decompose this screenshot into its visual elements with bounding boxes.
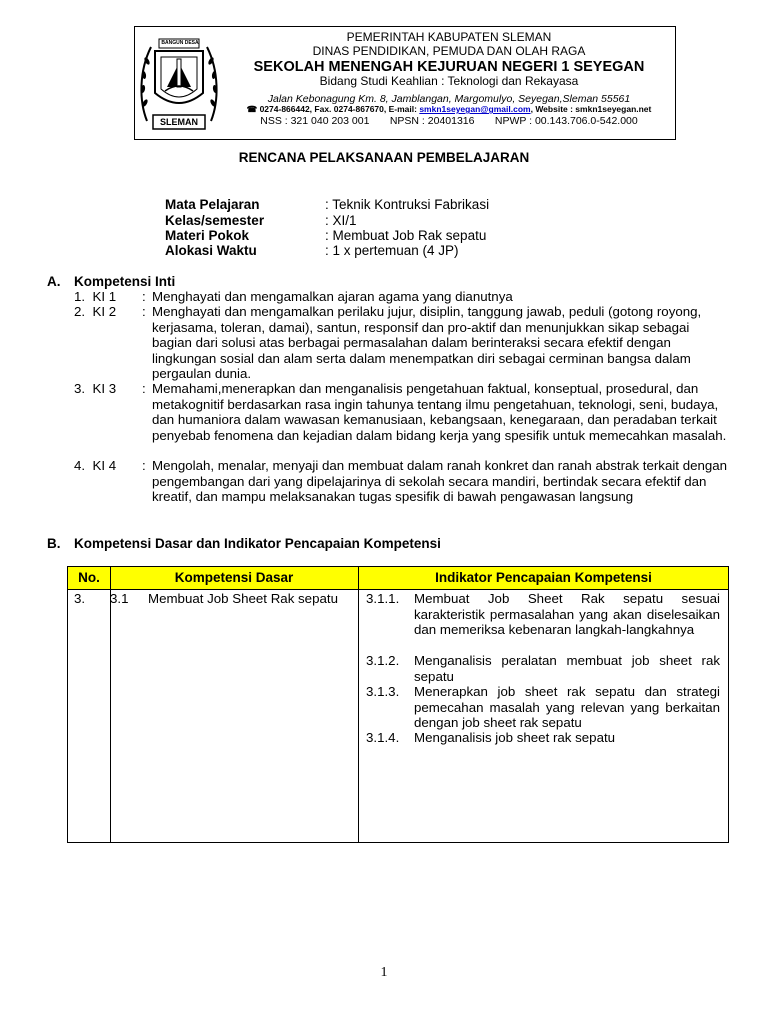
- indicator-text: Menerapkan job sheet rak sepatu dan strategi pemecahan masalah yang relevan yang berkaitan dengan job sheet rak sepatu: [414, 684, 720, 730]
- ki-text: Mengolah, menalar, menyaji dan membuat dalam ranah konkret dan ranah abstrak terkait dengan pengembangan dari yang dipelajarinya di sekolah secara mandiri, bertindak secara efektif dan kreatif, dan mampu melaksanakan tugas spesifik di bawah pengawasan langsung: [152, 458, 728, 504]
- meta-value: : Teknik Kontruksi Fabrikasi: [325, 197, 490, 212]
- meta-label: Mata Pelajaran: [165, 197, 260, 212]
- header-kd: Kompetensi Dasar: [174, 570, 294, 585]
- email-link[interactable]: smkn1seyegan@gmail.com: [419, 104, 531, 115]
- section-title: Kompetensi Inti: [74, 274, 176, 289]
- government-line: PEMERINTAH KABUPATEN SLEMAN: [346, 30, 552, 44]
- contact-suffix: , Website : smkn1seyegan.net: [530, 104, 652, 115]
- ki-number: 2. KI 2: [74, 304, 117, 319]
- indicator-number: 3.1.3.: [366, 684, 400, 699]
- ki-number: 1. KI 1: [74, 289, 117, 304]
- row-number: 3.: [74, 591, 86, 606]
- ki-text: Memahami,menerapkan dan menganalisis pengetahuan faktual, konseptual, prosedural, dan metakognitif berdasarkan rasa ingin tahunya tentang ilmu pengetahuan, teknologi, seni, budaya, dan humaniora dalam wawasan kemanusiaan, kebangsaan, kenegaraan, dan peradaban terkait penyebab fenomena dan kejadian dalam bidang kerja yang spesifik untuk memecahkan masalah.: [152, 381, 727, 443]
- document-title: RENCANA PELAKSANAAN PEMBELAJARAN: [238, 150, 530, 165]
- meta-value: : XI/1: [325, 213, 357, 228]
- column-divider: [110, 567, 111, 842]
- ki-number: 4. KI 4: [74, 458, 117, 473]
- section-letter: A.: [47, 274, 61, 289]
- indicator-number: 3.1.1.: [366, 591, 400, 606]
- ki-number: 3. KI 3: [74, 381, 117, 396]
- meta-label: Alokasi Waktu: [165, 243, 257, 258]
- indicator-text: Menganalisis job sheet rak sepatu: [414, 730, 616, 745]
- header-no: No.: [78, 570, 100, 585]
- letterhead: [134, 26, 676, 140]
- table-header: [68, 567, 728, 590]
- logo-bottom-text: SLEMAN: [160, 117, 198, 127]
- section-letter: B.: [47, 536, 61, 551]
- indicator-text: Membuat Job Sheet Rak sepatu sesuai karakteristik permasalahan yang akan diselesaikan dan memeriksa kebenaran langkah-langkahnya: [414, 591, 720, 637]
- meta-label: Materi Pokok: [165, 228, 250, 243]
- competency-table: [67, 566, 729, 843]
- indicator-number: 3.1.4.: [366, 730, 400, 745]
- section-title: Kompetensi Dasar dan Indikator Pencapaian Kompetensi: [74, 536, 441, 551]
- sleman-logo: [137, 31, 221, 135]
- field-of-study: Bidang Studi Keahlian : Teknologi dan Rekayasa: [319, 74, 579, 89]
- school-ids: NSS : 321 040 203 001 NPSN : 20401316 NPWP : 00.143.706.0-542.000: [260, 114, 638, 127]
- section-a-heading: [47, 274, 175, 289]
- contact-line: [225, 105, 673, 115]
- contact-prefix: ☎ 0274-866442, Fax. 0274-867670, E-mail:: [246, 104, 420, 115]
- address-line: Jalan Kebonagung Km. 8, Jamblangan, Margomulyo, Seyegan,Sleman 55561: [267, 93, 631, 106]
- indicator-text: Menganalisis peralatan membuat job sheet rak sepatu: [414, 653, 720, 684]
- meta-value: : Membuat Job Rak sepatu: [325, 228, 487, 243]
- letterhead-text: [225, 29, 673, 127]
- page-number: 1: [380, 965, 388, 980]
- ki-text: Menghayati dan mengamalkan ajaran agama yang dianutnya: [152, 289, 513, 304]
- department-line: DINAS PENDIDIKAN, PEMUDA DAN OLAH RAGA: [312, 43, 586, 58]
- school-name: SEKOLAH MENENGAH KEJURUAN NEGERI 1 SEYEGAN: [253, 58, 645, 75]
- logo-top-text: BANGUN DESA: [161, 40, 199, 46]
- kd-text: Membuat Job Sheet Rak sepatu: [148, 591, 338, 606]
- section-b-heading: [47, 536, 441, 551]
- column-divider: [358, 567, 359, 842]
- indicator-number: 3.1.2.: [366, 653, 400, 668]
- meta-label: Kelas/semester: [165, 213, 265, 228]
- header-indicator: Indikator Pencapaian Kompetensi: [435, 570, 652, 585]
- ki-text: Menghayati dan mengamalkan perilaku jujur, disiplin, tanggung jawab, peduli (gotong royong, kerjasama, toleran, damai), santun, responsif dan pro-aktif dan menunjukkan sikap sebagai bagian dari solusi atas berbagai permasalahan dalam berinteraksi secara efektif dengan lingkungan sosial dan alam serta dalam menempatkan diri sebagai cerminan bangsa dalam pergaulan dunia.: [152, 304, 702, 381]
- meta-value: : 1 x pertemuan (4 JP): [325, 243, 459, 258]
- kd-number: 3.1: [110, 591, 129, 606]
